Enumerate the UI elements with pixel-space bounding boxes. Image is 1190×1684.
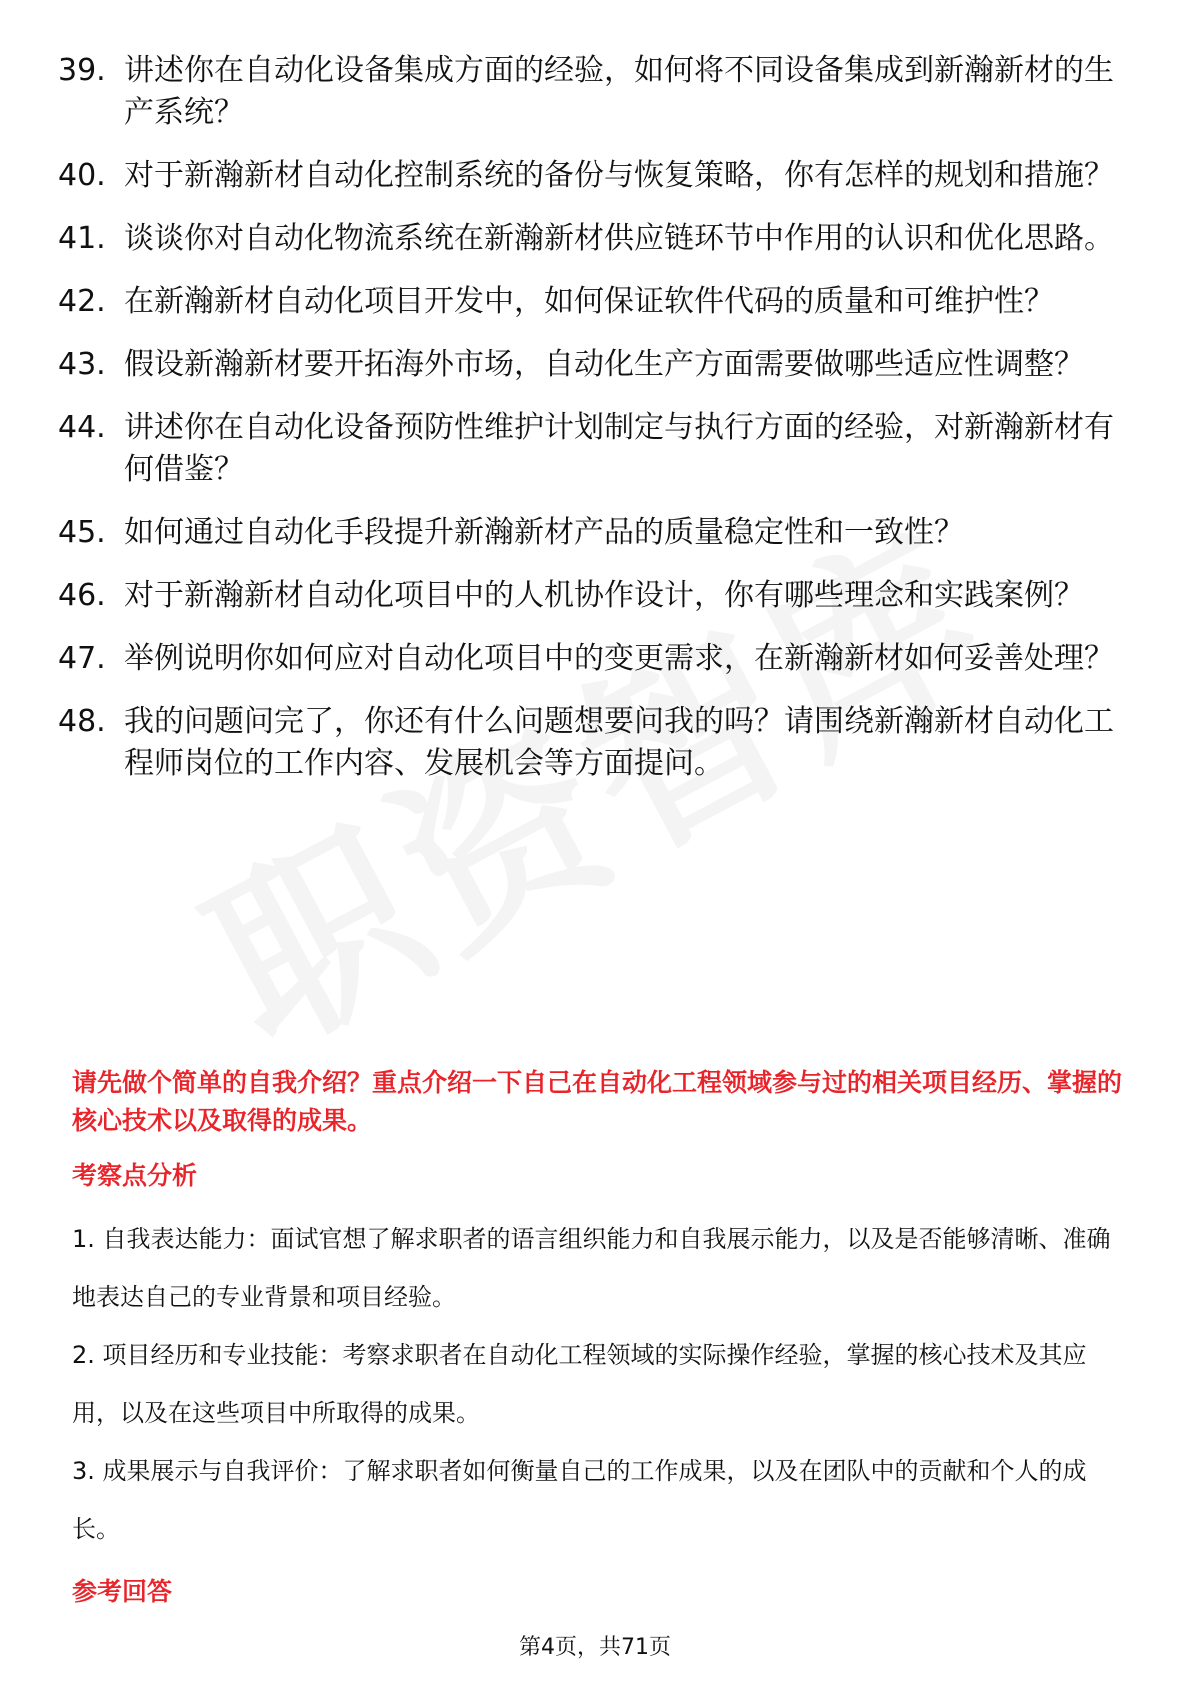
question-number: 46.: [58, 578, 106, 613]
question-text: 讲述你在自动化设备预防性维护计划制定与执行方面的经验，对新瀚新材有何借鉴？: [124, 410, 1114, 487]
question-item: [58, 218, 1118, 260]
question-text: 如何通过自动化手段提升新瀚新材产品的质量稳定性和一致性？: [124, 515, 964, 550]
question-text: 对于新瀚新材自动化项目中的人机协作设计，你有哪些理念和实践案例？: [124, 578, 1084, 613]
question-item: [58, 155, 1118, 197]
question-number: 48.: [58, 704, 106, 739]
analysis-heading: 考察点分析: [72, 1161, 198, 1190]
question-item: [58, 50, 1118, 134]
question-text: 我的问题问完了，你还有什么问题想要问我的吗？请围绕新瀚新材自动化工程师岗位的工作内容、发展机会等方面提问。: [124, 704, 1114, 781]
question-number: 39.: [58, 53, 106, 88]
question-item: [58, 281, 1118, 323]
question-number: 41.: [58, 221, 106, 256]
analysis-points: [72, 1210, 1122, 1558]
question-text: 假设新瀚新材要开拓海外市场，自动化生产方面需要做哪些适应性调整？: [124, 347, 1084, 382]
highlighted-question: 请先做个简单的自我介绍？重点介绍一下自己在自动化工程领域参与过的相关项目经历、掌握的核心技术以及取得的成果。: [72, 1068, 1123, 1135]
question-text: 谈谈你对自动化物流系统在新瀚新材供应链环节中作用的认识和优化思路。: [124, 221, 1114, 256]
question-number: 40.: [58, 158, 106, 193]
analysis-point: 2. 项目经历和专业技能：考察求职者在自动化工程领域的实际操作经验，掌握的核心技术及其应用，以及在这些项目中所取得的成果。: [72, 1341, 1087, 1427]
question-number: 44.: [58, 410, 106, 445]
page-number: 第4页，共71页: [519, 1635, 671, 1660]
question-item: [58, 575, 1118, 617]
analysis-point: 3. 成果展示与自我评价：了解求职者如何衡量自己的工作成果，以及在团队中的贡献和个人的成长。: [72, 1457, 1087, 1543]
question-number: 42.: [58, 284, 106, 319]
answer-heading: 参考回答: [72, 1577, 173, 1606]
question-number: 43.: [58, 347, 106, 382]
question-list: [58, 50, 1118, 806]
question-item: [58, 344, 1118, 386]
question-item: [58, 512, 1118, 554]
question-text: 讲述你在自动化设备集成方面的经验，如何将不同设备集成到新瀚新材的生产系统？: [124, 53, 1114, 130]
question-item: [58, 638, 1118, 680]
analysis-point: 1. 自我表达能力：面试官想了解求职者的语言组织能力和自我展示能力，以及是否能够清晰、准确地表达自己的专业背景和项目经验。: [72, 1225, 1111, 1311]
question-text: 对于新瀚新材自动化控制系统的备份与恢复策略，你有怎样的规划和措施？: [124, 158, 1114, 193]
question-number: 47.: [58, 641, 106, 676]
question-text: 在新瀚新材自动化项目开发中，如何保证软件代码的质量和可维护性？: [124, 284, 1054, 319]
question-item: [58, 701, 1118, 785]
question-number: 45.: [58, 515, 106, 550]
question-item: [58, 407, 1118, 491]
question-text: 举例说明你如何应对自动化项目中的变更需求，在新瀚新材如何妥善处理？: [124, 641, 1114, 676]
